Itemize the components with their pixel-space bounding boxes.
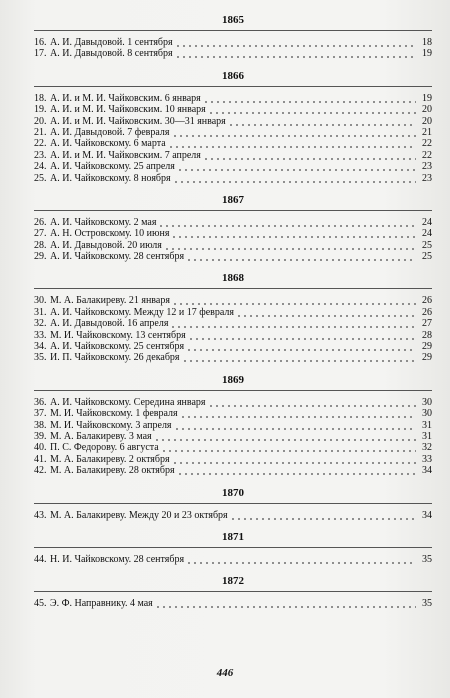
section-rule <box>34 288 432 289</box>
entry-number: 36. <box>34 396 47 408</box>
entry-title: А. Н. Островскому. 10 июня <box>50 228 170 240</box>
entry-number: 41. <box>34 453 47 465</box>
entry-number: 26. <box>34 216 47 228</box>
year-section <box>34 10 432 60</box>
dot-leader <box>161 442 416 453</box>
entry-page-number: 25 <box>422 239 432 251</box>
entry-number: 35. <box>34 352 47 364</box>
entry-number: 28. <box>34 239 47 251</box>
entry-page-number: 21 <box>422 126 432 138</box>
entry-title: М. А. Балакиреву. Между 20 и 23 октября <box>50 509 228 521</box>
entry-number: 17. <box>34 48 47 60</box>
dot-leader <box>170 318 416 329</box>
year-heading: 1872 <box>222 575 244 588</box>
entry-number: 39. <box>34 430 47 442</box>
entry-number: 18. <box>34 92 47 104</box>
section-rule <box>34 390 432 391</box>
toc-entry <box>34 127 432 138</box>
entry-number: 16. <box>34 36 47 48</box>
dot-leader <box>230 510 416 521</box>
entry-page-number: 23 <box>422 161 432 173</box>
entry-title: А. И. Чайковскому. 28 сентября <box>50 251 185 263</box>
dot-leader <box>168 138 416 149</box>
dot-leader <box>208 104 416 115</box>
entry-title: И. П. Чайковскому. 26 декабря <box>50 352 180 364</box>
entry-page-number: 19 <box>422 48 432 60</box>
entry-number: 24. <box>34 161 47 173</box>
toc-entry <box>34 598 432 609</box>
dot-leader <box>175 48 416 59</box>
dot-leader <box>208 397 416 408</box>
year-section <box>34 190 432 263</box>
toc-entry <box>34 138 432 149</box>
entry-page-number: 24 <box>422 228 432 240</box>
toc-entry <box>34 341 432 352</box>
entry-page-number: 20 <box>422 104 432 116</box>
toc-entry <box>34 93 432 104</box>
toc-entry <box>34 408 432 419</box>
toc-entry <box>34 307 432 318</box>
entry-title: А. И. Чайковскому. 2 мая <box>50 216 157 228</box>
year-section <box>34 370 432 477</box>
entry-page-number: 26 <box>422 295 432 307</box>
toc-entry <box>34 420 432 431</box>
section-rule <box>34 210 432 211</box>
section-rule <box>34 591 432 592</box>
entry-title: А. И. и М. И. Чайковским. 6 января <box>50 92 201 104</box>
toc-entry <box>34 295 432 306</box>
toc-entry <box>34 454 432 465</box>
entry-page-number: 20 <box>422 115 432 127</box>
dot-leader <box>155 598 416 609</box>
entry-page-number: 19 <box>422 92 432 104</box>
toc-entry <box>34 150 432 161</box>
year-heading: 1870 <box>222 486 244 499</box>
entry-title: Н. И. Чайковскому. 28 сентября <box>50 553 185 565</box>
entry-number: 30. <box>34 295 47 307</box>
entry-title: А. И. Чайковскому. 6 марта <box>50 138 166 150</box>
dot-leader <box>164 240 416 251</box>
dot-leader <box>236 307 416 318</box>
dot-leader <box>188 330 416 341</box>
entry-page-number: 29 <box>422 352 432 364</box>
dot-leader <box>174 420 416 431</box>
entry-number: 22. <box>34 138 47 150</box>
entry-page-number: 32 <box>422 442 432 454</box>
toc-entry <box>34 465 432 476</box>
entry-title: А. И. Чайковскому. 8 ноября <box>50 172 171 184</box>
toc-entry <box>34 330 432 341</box>
entry-number: 25. <box>34 172 47 184</box>
toc-entry <box>34 48 432 59</box>
entry-number: 45. <box>34 598 47 610</box>
entry-number: 42. <box>34 465 47 477</box>
toc-entry <box>34 318 432 329</box>
dot-leader <box>154 431 416 442</box>
dot-leader <box>173 173 416 184</box>
toc-entry <box>34 397 432 408</box>
entry-number: 33. <box>34 329 47 341</box>
entry-number: 32. <box>34 318 47 330</box>
entry-number: 31. <box>34 306 47 318</box>
entry-page-number: 26 <box>422 306 432 318</box>
section-rule <box>34 503 432 504</box>
entry-page-number: 35 <box>422 553 432 565</box>
entry-title: М. А. Балакиреву. 3 мая <box>50 430 152 442</box>
entry-title: А. И. и М. И. Чайковским. 7 апреля <box>50 149 201 161</box>
entry-title: А. И. Давыдовой. 16 апреля <box>50 318 169 330</box>
entry-title: А. И. и М. И. Чайковским. 30—31 января <box>50 115 226 127</box>
entry-title: А. И. Давыдовой. 1 сентября <box>50 36 173 48</box>
toc-entry <box>34 442 432 453</box>
dot-leader <box>182 352 416 363</box>
toc-entry <box>34 431 432 442</box>
entry-title: А. И. Чайковскому. Между 12 и 17 февраля <box>50 306 234 318</box>
entry-page-number: 24 <box>422 216 432 228</box>
dot-leader <box>186 554 416 565</box>
toc-entry <box>34 510 432 521</box>
entry-number: 21. <box>34 126 47 138</box>
dot-leader <box>172 127 417 138</box>
entry-title: А. И. Давыдовой. 7 февраля <box>50 126 170 138</box>
dot-leader <box>172 454 416 465</box>
year-heading: 1869 <box>222 373 244 386</box>
year-section <box>34 66 432 184</box>
entry-title: П. С. Федорову. 6 августа <box>50 442 159 454</box>
dot-leader <box>186 341 416 352</box>
entry-page-number: 29 <box>422 341 432 353</box>
entry-page-number: 34 <box>422 509 432 521</box>
entry-page-number: 22 <box>422 138 432 150</box>
entry-number: 44. <box>34 553 47 565</box>
entry-page-number: 30 <box>422 408 432 420</box>
toc-entry <box>34 228 432 239</box>
entry-page-number: 35 <box>422 598 432 610</box>
entry-page-number: 31 <box>422 430 432 442</box>
entry-page-number: 22 <box>422 149 432 161</box>
entry-number: 29. <box>34 251 47 263</box>
dot-leader <box>180 408 416 419</box>
dot-leader <box>172 295 416 306</box>
entry-page-number: 18 <box>422 36 432 48</box>
dot-leader <box>203 150 416 161</box>
entry-number: 20. <box>34 115 47 127</box>
entry-number: 40. <box>34 442 47 454</box>
entry-title: М. И. Чайковскому. 1 февраля <box>50 408 178 420</box>
dot-leader <box>171 228 416 239</box>
year-heading: 1867 <box>222 193 244 206</box>
entry-number: 38. <box>34 419 47 431</box>
entry-title: А. И. Чайковскому. Середина января <box>50 396 206 408</box>
entry-page-number: 30 <box>422 396 432 408</box>
year-section <box>34 571 432 609</box>
toc-entry <box>34 554 432 565</box>
entry-number: 43. <box>34 509 47 521</box>
entry-number: 23. <box>34 149 47 161</box>
entry-title: М. А. Балакиреву. 21 января <box>50 295 170 307</box>
entry-title: А. И. Чайковскому. 25 апреля <box>50 161 175 173</box>
entry-number: 37. <box>34 408 47 420</box>
toc-entry <box>34 116 432 127</box>
entry-title: М. А. Балакиреву. 2 октября <box>50 453 170 465</box>
entry-page-number: 34 <box>422 465 432 477</box>
dot-leader <box>177 161 416 172</box>
toc-entry <box>34 217 432 228</box>
toc-entry <box>34 37 432 48</box>
year-section <box>34 483 432 521</box>
dot-leader <box>203 93 416 104</box>
page-number: 446 <box>216 667 234 679</box>
entry-title: А. И. Чайковскому. 25 сентября <box>50 341 185 353</box>
entry-page-number: 27 <box>422 318 432 330</box>
year-heading: 1865 <box>222 14 244 26</box>
section-rule <box>34 86 432 87</box>
entry-number: 27. <box>34 228 47 240</box>
entry-title: М. А. Балакиреву. 28 октября <box>50 465 175 477</box>
entry-page-number: 25 <box>422 251 432 263</box>
table-of-contents <box>34 10 432 616</box>
section-rule <box>34 30 432 31</box>
toc-entry <box>34 161 432 172</box>
year-heading: 1868 <box>222 272 244 285</box>
dot-leader <box>228 116 416 127</box>
year-section <box>34 268 432 363</box>
toc-entry <box>34 104 432 115</box>
entry-page-number: 31 <box>422 419 432 431</box>
toc-entry <box>34 173 432 184</box>
entry-page-number: 33 <box>422 453 432 465</box>
entry-number: 19. <box>34 104 47 116</box>
toc-entry <box>34 251 432 262</box>
toc-entry <box>34 352 432 363</box>
dot-leader <box>177 465 416 476</box>
entry-title: А. И. и М. И. Чайковским. 10 января <box>50 104 206 116</box>
dot-leader <box>158 217 416 228</box>
dot-leader <box>186 251 416 262</box>
year-heading: 1871 <box>222 530 244 543</box>
year-section <box>34 527 432 565</box>
entry-title: А. И. Давыдовой. 8 сентября <box>50 48 173 60</box>
year-heading: 1866 <box>222 69 244 82</box>
entry-number: 34. <box>34 341 47 353</box>
entry-title: М. И. Чайковскому. 13 сентября <box>50 329 186 341</box>
entry-title: Э. Ф. Направнику. 4 мая <box>50 598 153 610</box>
entry-page-number: 23 <box>422 172 432 184</box>
toc-entry <box>34 240 432 251</box>
dot-leader <box>175 37 416 48</box>
section-rule <box>34 547 432 548</box>
entry-page-number: 28 <box>422 329 432 341</box>
entry-title: М. И. Чайковскому. 3 апреля <box>50 419 172 431</box>
entry-title: А. И. Давыдовой. 20 июля <box>50 239 162 251</box>
